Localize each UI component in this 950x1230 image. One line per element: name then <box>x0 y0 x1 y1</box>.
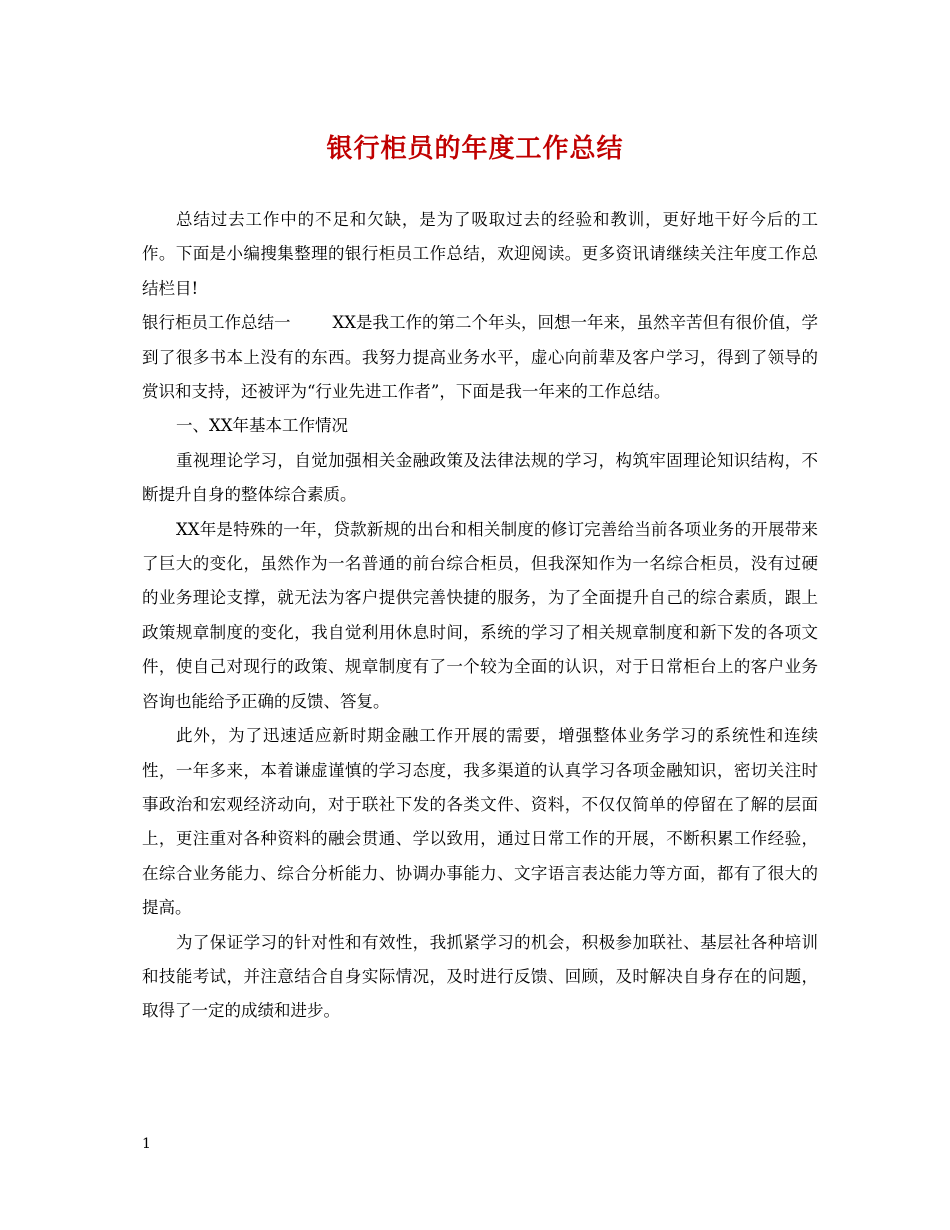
page-title: 银行柜员的年度工作总结 <box>326 134 624 164</box>
body-paragraph-3: 此外，为了迅速适应新时期金融工作开展的需要，增强整体业务学习的系统性和连续性，一年多来，本着谦虚谨慎的学习态度，我多渠道的认真学习各项金融知识，密切关注时事政治和宏观经济动向，对于联社下发的各类文件、资料，不仅仅简单的停留在了解的层面上，更注重对各种资料的融会贯通、学以致用，通过日常工作的开展，不断积累工作经验，在综合业务能力、综合分析能力、协调办事能力、文字语言表达能力等方面，都有了很大的提高。 <box>142 726 818 918</box>
body-paragraph-1: 重视理论学习，自觉加强相关金融政策及法律法规的学习，构筑牢固理论知识结构，不断提升自身的整体综合素质。 <box>142 450 818 505</box>
document-body <box>142 203 818 1029</box>
section-lead: XX是我工作的第二个年头，回想一年来，虽然辛苦但有很价值，学到了很多书本上没有的东西。我努力提高业务水平，虚心向前辈及客户学习，得到了领导的赏识和支持，还被评为“行业先进工作者”，下面是我一年来的工作总结。 <box>142 313 818 402</box>
section-label: 银行柜员工作总结一 <box>142 313 291 333</box>
page-number: 1 <box>142 1136 151 1152</box>
section-heading: 一、XX年基本工作情况 <box>176 416 348 436</box>
body-paragraph-2: XX年是特殊的一年，贷款新规的出台和相关制度的修订完善给当前各项业务的开展带来了巨大的变化，虽然作为一名普通的前台综合柜员，但我深知作为一名综合柜员，没有过硬的业务理论支撑，就无法为客户提供完善快捷的服务，为了全面提升自己的综合素质，跟上政策规章制度的变化，我自觉利用休息时间，系统的学习了相关规章制度和新下发的各项文件，使自己对现行的政策、规章制度有了一个较为全面的认识，对于日常柜台上的客户业务咨询也能给予正确的反馈、答复。 <box>142 519 818 711</box>
intro-paragraph: 总结过去工作中的不足和欠缺，是为了吸取过去的经验和教训，更好地干好今后的工作。下面是小编搜集整理的银行柜员工作总结，欢迎阅读。更多资讯请继续关注年度工作总结栏目! <box>142 210 818 298</box>
body-paragraph-4: 为了保证学习的针对性和有效性，我抓紧学习的机会，积极参加联社、基层社各种培训和技能考试，并注意结合自身实际情况，及时进行反馈、回顾，及时解决自身存在的问题，取得了一定的成绩和进步。 <box>142 932 818 1021</box>
section-paragraph <box>142 306 818 409</box>
